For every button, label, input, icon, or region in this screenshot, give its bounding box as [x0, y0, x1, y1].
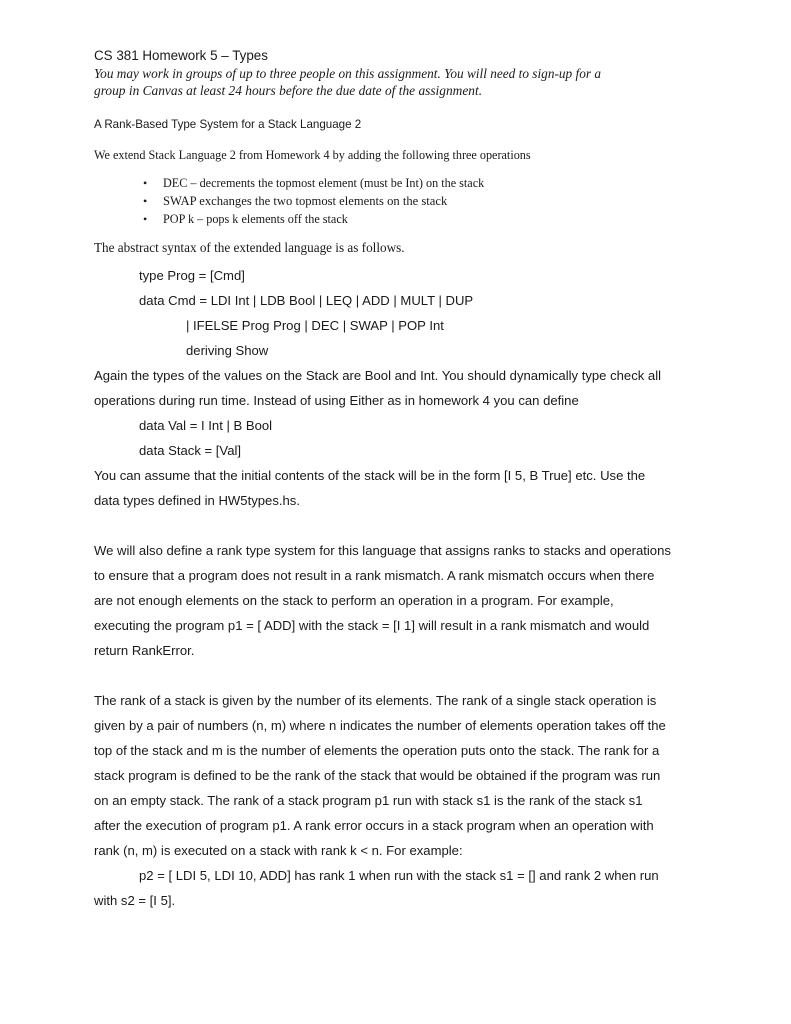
paragraph-line: operations during run time. Instead of using Either as in homework 4 you can define [94, 393, 579, 408]
paragraph-line: are not enough elements on the stack to perform an operation in a program. For example, [94, 593, 614, 608]
assignment-note-line-2: group in Canvas at least 24 hours before the due date of the assignment. [94, 83, 483, 98]
page-title: CS 381 Homework 5 – Types [94, 48, 268, 63]
code-line: data Val = I Int | B Bool [139, 418, 273, 433]
paragraph-line: The rank of a stack is given by the number of its elements. The rank of a single stack operation is [94, 693, 657, 708]
paragraph-line: data types defined in HW5types.hs. [94, 493, 300, 508]
bullet-dot: • [143, 212, 148, 226]
example-line: p2 = [ LDI 5, LDI 10, ADD] has rank 1 when run with the stack s1 = [] and rank 2 when run [139, 868, 659, 883]
example-line: with s2 = [I 5]. [94, 893, 176, 908]
paragraph-line: to ensure that a program does not result in a rank mismatch. A rank mismatch occurs when there [94, 568, 655, 583]
list-item: SWAP exchanges the two topmost elements on the stack [163, 194, 448, 208]
syntax-intro: The abstract syntax of the extended language is as follows. [94, 240, 405, 255]
bullet-dot: • [143, 176, 148, 190]
paragraph-line: We will also define a rank type system for this language that assigns ranks to stacks and operations [94, 543, 671, 558]
paragraph-line: given by a pair of numbers (n, m) where n indicates the number of elements operation takes off the [94, 718, 666, 733]
code-line: data Stack = [Val] [139, 443, 242, 458]
code-line: | IFELSE Prog Prog | DEC | SWAP | POP Int [186, 318, 444, 333]
bullet-dot: • [143, 194, 148, 208]
assignment-note-line-1: You may work in groups of up to three people on this assignment. You will need to sign-up for a [94, 66, 602, 81]
paragraph-line: You can assume that the initial contents of the stack will be in the form [I 5, B True] etc. Use the [94, 468, 646, 483]
code-line: deriving Show [186, 343, 269, 358]
code-line: data Cmd = LDI Int | LDB Bool | LEQ | ADD | MULT | DUP [139, 293, 474, 308]
code-line: type Prog = [Cmd] [139, 268, 245, 283]
paragraph-line: stack program is defined to be the rank of the stack that would be obtained if the program was run [94, 768, 661, 783]
paragraph-line: on an empty stack. The rank of a stack program p1 run with stack s1 is the rank of the stack s1 [94, 793, 643, 808]
paragraph-line: rank (n, m) is executed on a stack with rank k < n. For example: [94, 843, 463, 858]
paragraph-line: return RankError. [94, 643, 195, 658]
paragraph-line: after the execution of program p1. A rank error occurs in a stack program when an operation with [94, 818, 654, 833]
intro-text: We extend Stack Language 2 from Homework 4 by adding the following three operations [94, 148, 531, 162]
section-heading: A Rank-Based Type System for a Stack Language 2 [94, 118, 362, 131]
list-item: POP k – pops k elements off the stack [163, 212, 348, 226]
paragraph-line: Again the types of the values on the Stack are Bool and Int. You should dynamically type check all [94, 368, 662, 383]
paragraph-line: executing the program p1 = [ ADD] with the stack = [I 1] will result in a rank mismatch and would [94, 618, 650, 633]
list-item: DEC – decrements the topmost element (must be Int) on the stack [163, 176, 485, 190]
paragraph-line: top of the stack and m is the number of elements the operation puts onto the stack. The rank for a [94, 743, 660, 758]
